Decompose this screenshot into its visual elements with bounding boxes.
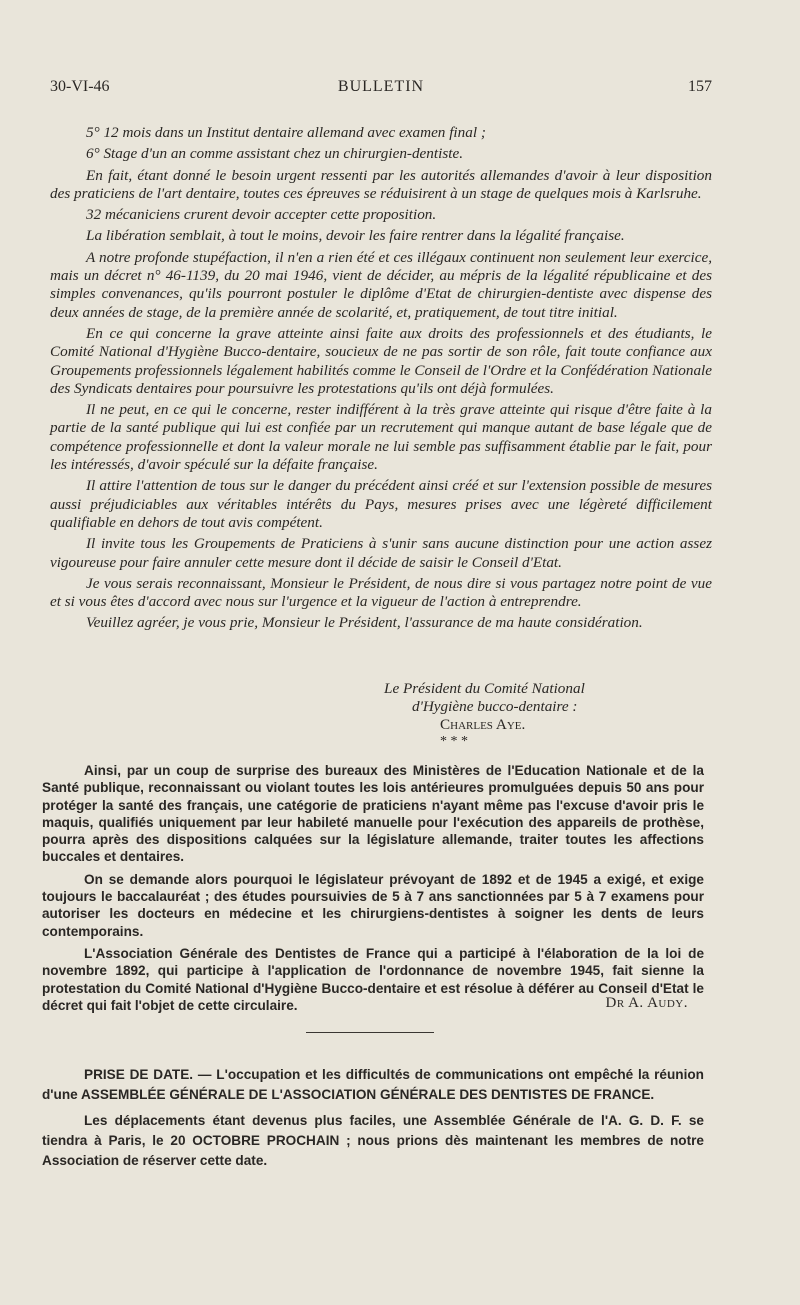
signature-org-line: d'Hygiène bucco-dentaire :: [412, 698, 578, 715]
letter-paragraph: 32 mécaniciens crurent devoir accepter cette proposition.: [86, 206, 437, 224]
letter-paragraph: La libération semblait, à tout le moins, devoir les faire rentrer dans la légalité française.: [86, 227, 625, 245]
header-date: 30-VI-46: [50, 78, 110, 95]
section-separator-asterism: * * *: [440, 734, 468, 749]
commentary-body: [42, 762, 704, 1014]
notice-paragraph: PRISE DE DATE. — L'occupation et les difficultés de communications ont empêché la réunion d'une ASSEMBLÉE GÉNÉRALE DE L'ASSOCIATION GÉNÉRALE DES DENTISTES DE FRANCE.: [42, 1067, 704, 1102]
signature-title-line: Le Président du Comité National: [384, 680, 585, 697]
letter-paragraph: Je vous serais reconnaissant, Monsieur le Président, de nous dire si vous partagez notre point de vue et si vous êtes d'accord avec nous sur l'urgence et la vigueur de l'action à entreprendre.: [50, 574, 712, 611]
commentary-paragraph: Ainsi, par un coup de surprise des bureaux des Ministères de l'Education Nationale et de la Santé publique, reconnaissant ou violant toutes les lois antérieures promulguées depuis 50 ans pour protéger la santé des français, une catégorie de praticiens n'ayant même pas l'excuse d'avoir pris le maquis, qualifiés uniquement par leur habileté manuelle pour l'exécution des appareils de prothèse, pourra après des dispositions calquées sur la législature allemande, traiter toutes les affections buccales et dentaires.: [42, 763, 704, 865]
letter-item-6: 6° Stage d'un an comme assistant chez un chirurgien-dentiste.: [86, 145, 464, 163]
letter-paragraph: A notre profonde stupéfaction, il n'en a rien été et ces illégaux continuent non seulement leur exercice, mais un décret n° 46-1139, du 20 mai 1946, vient de décider, au mépris de la légalité républicaine et des simples convenances, qu'ils pourront postuler le diplôme d'Etat de chirurgien-dentiste avec dispense des deux années de stage, de la première année de scolarité, et, pratiquement, de tout titre initial.: [50, 248, 712, 321]
letter-closing: Veuillez agréer, je vous prie, Monsieur le Président, l'assurance de ma haute considération.: [86, 614, 643, 632]
commentary-paragraph: L'Association Générale des Dentistes de France qui a participé à l'élaboration de la loi de novembre 1892, qui participe à l'application de l'ordonnance de novembre 1945, fait sienne la protestation du Comité National d'Hygiène Bucco-dentaire et est résolue à déférer au Conseil d'Etat le décret qui fait l'objet de cette circulaire.: [42, 945, 704, 1013]
page-header: [50, 78, 712, 100]
letter-item-5: 5° 12 mois dans un Institut dentaire allemand avec examen final ;: [86, 124, 486, 141]
commentary-author: Dr A. Audy.: [605, 995, 688, 1011]
header-title: BULLETIN: [337, 78, 425, 95]
letter-body: [50, 124, 712, 633]
notice-section: [42, 1065, 704, 1171]
commentary-paragraph: On se demande alors pourquoi le législateur prévoyant de 1892 et de 1945 a exigé, et exige toujours le baccalauréat ; des études poursuivies de 5 à 7 ans sanctionnées par 5 à 7 examens pour autoriser les docteurs en médecine et les chirurgiens-dentistes à soigner les dents de leurs contemporains.: [42, 871, 704, 939]
notice-paragraph: Les déplacements étant devenus plus faciles, une Assemblée Générale de l'A. G. D. F. se tiendra à Paris, le 20 OCTOBRE PROCHAIN ; nous prions dès maintenant les membres de notre Association de réserver cette date.: [42, 1113, 704, 1168]
horizontal-divider: [306, 1032, 434, 1033]
letter-paragraph: Il attire l'attention de tous sur le danger du précédent ainsi créé et sur l'extension possible de mesures aussi préjudiciables aux véritables intérêts du Pays, mesures prises avec une légèreté difficilement qualifiable en dehors de tout avis compétent.: [50, 477, 712, 531]
letter-signature: [384, 680, 585, 734]
page-number: 157: [688, 78, 712, 95]
letter-paragraph: En ce qui concerne la grave atteinte ainsi faite aux droits des professionnels et des étudiants, le Comité National d'Hygiène Bucco-dentaire, soucieux de ne pas sortir de son rôle, fait toute confiance aux Groupements professionnels légalement habilités comme le Conseil de l'Ordre et la Confédération Nationale des Syndicats dentaires pour poursuivre les protestations qu'ils ont déjà formulées.: [50, 324, 712, 397]
signature-name: Charles Aye.: [440, 716, 526, 733]
letter-paragraph: Il invite tous les Groupements de Praticiens à s'unir sans aucune distinction pour une action assez vigoureuse pour faire annuler cette mesure dont il décide de saisir le Conseil d'Etat.: [50, 535, 712, 571]
letter-paragraph: En fait, étant donné le besoin urgent ressenti par les autorités allemandes d'avoir à leur disposition des praticiens de l'art dentaire, toutes ces épreuves se réduisirent à un stage de quelques mois à Karlsruhe.: [50, 166, 712, 202]
letter-paragraph: Il ne peut, en ce qui le concerne, rester indifférent à la très grave atteinte qui risque d'être faite à la partie de la santé publique qui lui est confiée par un recrutement qui manque autant de base légale que de compétence professionnelle et dont la valeur morale ne lui semble pas suffisamment établie par le fait, pour les intéressés, d'avoir spéculé sur la défaite française.: [50, 401, 712, 474]
